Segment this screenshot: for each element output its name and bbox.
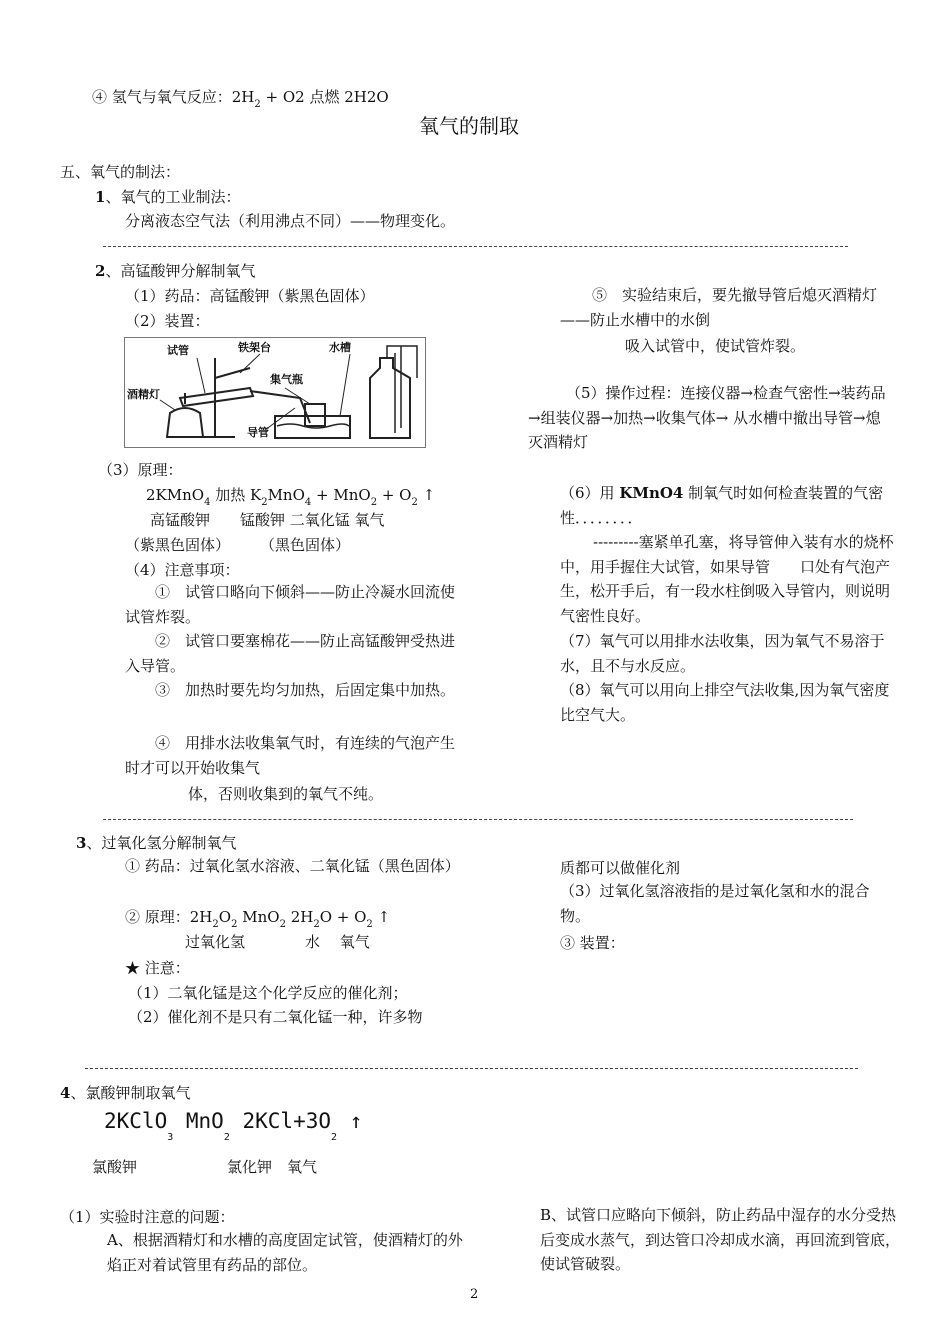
- divider-3: [85, 1068, 858, 1069]
- s4-note-B: B、试管口应略向下倾斜，防止药品中湿存的水分受热后变成水蒸气，到达管口冷却成水滴，再回流到管底， 使试管破裂。: [540, 1206, 913, 1273]
- kmno4-equation: [146, 486, 435, 507]
- page-number: 2: [470, 1287, 479, 1302]
- s1-body: 分离液态空气法（利用沸点不同）——物理变化。: [125, 212, 456, 230]
- s3-device: ③ 装置：: [560, 934, 625, 952]
- label-alcohol-lamp: 酒精灯: [127, 388, 160, 401]
- eq-sub: 2: [313, 919, 320, 930]
- eq-part: MnO: [267, 486, 305, 504]
- s2-num: 2: [95, 262, 106, 280]
- s3-c3: （3）过氧化氢溶液指的是过氧化氢和水的混合物。: [560, 882, 870, 925]
- notes-heading: （4）注意事项：: [125, 561, 240, 579]
- reaction-prefix: ④ 氢气与氧气反应：2H: [92, 88, 255, 106]
- note-4b: 体，否则收集到的氧气不纯。: [188, 785, 384, 803]
- s3-c2b: 质都可以做催化剂: [560, 859, 681, 877]
- note-5b: 吸入试管中，使试管炸裂。: [625, 337, 806, 355]
- s3-head: 、过氧化氢分解制氧气: [86, 834, 237, 852]
- eq-sub: 2: [261, 497, 268, 508]
- eq-sub: 2: [223, 1132, 230, 1143]
- eq-sub: 2: [212, 919, 219, 930]
- eq-part: MnO: [173, 1109, 224, 1133]
- kmno4-names: 高锰酸钾 锰酸钾 二氧化锰 氧气: [150, 511, 385, 529]
- h2o2-equation: [125, 908, 390, 929]
- eq-part: 加热 K: [210, 486, 262, 504]
- s4-heading: [60, 1084, 190, 1102]
- eq-part: + MnO: [311, 486, 371, 504]
- eq-sub: 2: [331, 1132, 338, 1143]
- label-duct: 导管: [247, 426, 269, 439]
- reaction-rest: + O2 点燃 2H2O: [260, 88, 389, 106]
- eq-part: 2KMnO: [146, 486, 205, 504]
- s1-heading: [95, 188, 240, 206]
- s3-star: ★ 注意：: [125, 959, 190, 977]
- eq-sub: 2: [231, 919, 238, 930]
- s3-c1: （1）二氧化锰是这个化学反应的催化剂；: [128, 984, 408, 1002]
- question-7: （7）氧气可以用排水法收集，因为氧气不易溶于水，且不与水反应。: [560, 632, 885, 675]
- s3-num: 3: [76, 834, 87, 852]
- note-1: ① 试管口略向下倾斜——防止冷凝水回流使试管炸裂。: [125, 583, 456, 626]
- note-2: ② 试管口要塞棉花——防止高锰酸钾受热进入导管。: [125, 632, 456, 675]
- eq-part: 2KClO: [104, 1109, 168, 1133]
- h2o2-names: 过氧化氢 水 氧气: [185, 933, 370, 951]
- label-trough: 水槽: [329, 341, 351, 354]
- eq-part: 2H: [285, 908, 314, 926]
- kclo3-names: 氯酸钾 氯化钾 氧气: [92, 1158, 318, 1176]
- eq-part: ↑: [417, 486, 436, 504]
- note-3: ③ 加热时要先均匀加热，后固定集中加热。: [155, 681, 456, 699]
- s4-head: 、氯酸钾制取氧气: [70, 1084, 191, 1102]
- eq-part: 2KCl+3O: [229, 1109, 332, 1133]
- operation-process: （5）操作过程：连接仪器→检查气密性→装药品→组装仪器→加热→收集气体→ 从水槽中撤出导管→熄灭酒精灯: [528, 384, 886, 451]
- q6-bold: KMnO4: [619, 484, 684, 502]
- s2-device: （2）装置：: [125, 312, 210, 330]
- eq-sub: 2: [411, 497, 418, 508]
- kclo3-equation: [104, 1108, 363, 1143]
- s3-heading: [76, 834, 236, 852]
- eq-part: ② 原理：2H: [125, 908, 213, 926]
- label-gas-bottle: 集气瓶: [270, 373, 303, 386]
- question-8: （8）氧气可以用向上排空气法收集,因为氧气密度比空气大。: [560, 681, 890, 724]
- s2-drug: （1）药品：高锰酸钾（紫黑色固体）: [125, 287, 375, 305]
- eq-sub: 4: [204, 497, 211, 508]
- eq-part: ↑: [337, 1109, 363, 1133]
- label-test-tube: 试管: [167, 344, 189, 357]
- eq-part: O + O: [319, 908, 367, 926]
- kmno4-colors: （紫黑色固体） （黑色固体）: [125, 536, 351, 554]
- eq-sub: 4: [304, 497, 312, 508]
- divider-2: [103, 819, 853, 820]
- q6-post: 制氧气时如何检查装置的气密性．．．．．．．．: [560, 484, 884, 527]
- s3-c2: （2）催化剂不是只有二氧化锰一种，许多物: [128, 1008, 423, 1026]
- s1-num: 1: [95, 188, 106, 206]
- section-5-heading: 五、氧气的制法：: [60, 163, 181, 181]
- s4-q1: （1）实验时注意的问题：: [60, 1208, 235, 1226]
- eq-sub: 2: [366, 919, 373, 930]
- eq-part: O: [218, 908, 232, 926]
- reaction-sub: 2: [254, 99, 261, 110]
- s3-drug: ① 药品：过氧化氢水溶液、二氧化锰（黑色固体）: [125, 857, 460, 875]
- question-6-answer: ---------塞紧单孔塞，将导管伸入装有水的烧杯中，用手握住大试管，如果导管 口处有气泡产生，松开手后，有一段水柱倒吸入导管内，则说明气密性良好。: [560, 533, 894, 625]
- s2-principle: （3）原理：: [98, 461, 183, 479]
- eq-part: ↑: [372, 908, 391, 926]
- eq-part: + O: [377, 486, 412, 504]
- s2-head: 、高锰酸钾分解制氧气: [105, 262, 256, 280]
- eq-sub: 3: [167, 1132, 174, 1143]
- q6-pre: （6）用: [560, 484, 620, 502]
- s4-num: 4: [60, 1084, 71, 1102]
- question-6: [560, 481, 898, 530]
- note-5a: ⑤ 实验结束后，要先撤导管后熄灭酒精灯——防止水槽中的水倒: [560, 286, 878, 329]
- label-iron-stand: 铁架台: [238, 341, 271, 354]
- eq-sub: 2: [370, 497, 378, 508]
- s4-note-A: A、根据酒精灯和水槽的高度固定试管，使酒精灯的外焰正对着试管里有药品的部位。: [107, 1231, 463, 1274]
- apparatus-diagram: [124, 337, 426, 448]
- divider-1: [103, 246, 848, 247]
- s2-heading: [95, 262, 255, 280]
- note-4a: ④ 用排水法收集氧气时，有连续的气泡产生时才可以开始收集气: [125, 734, 456, 777]
- reaction-line: [92, 88, 389, 109]
- eq-part: MnO: [237, 908, 280, 926]
- page-title: 氧气的制取: [419, 114, 519, 138]
- s1-head: 、氧气的工业制法：: [105, 188, 241, 206]
- eq-sub: 2: [279, 919, 286, 930]
